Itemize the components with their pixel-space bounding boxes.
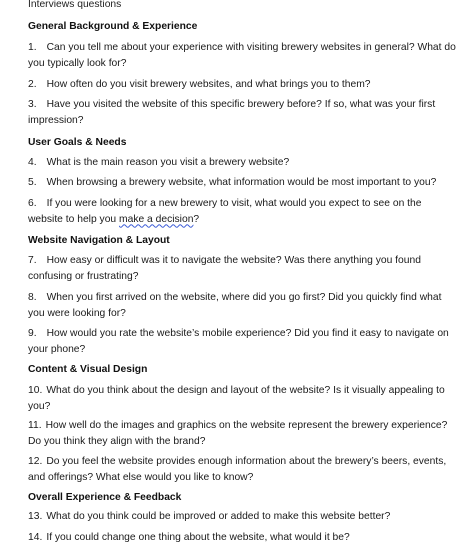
question-4 <box>28 155 456 171</box>
question-text: How easy or difficult was it to navigate the website? Was there anything you found confusing or frustrating? <box>28 255 421 282</box>
section-heading-navigation-layout: Website Navigation & Layout <box>28 235 170 246</box>
question-text: What is the main reason you visit a brewery website? <box>46 157 290 168</box>
question-text: Do you feel the website provides enough information about the brewery’s beers, events, and offerings? What else would you like to know? <box>28 456 447 483</box>
question-3 <box>28 97 456 128</box>
question-text: What do you think could be improved or added to make this website better? <box>46 511 391 522</box>
question-text: If you could change one thing about the website, what would it be? <box>46 532 350 543</box>
section-heading-general-background: General Background & Experience <box>28 21 198 32</box>
question-7 <box>28 253 456 284</box>
question-number: 3. <box>28 99 37 110</box>
question-1 <box>28 40 456 71</box>
question-text: Have you visited the website of this specific brewery before? If so, what was your first impression? <box>28 99 436 126</box>
section-heading-content-visual: Content & Visual Design <box>28 364 148 375</box>
document-title: Interviews questions <box>28 0 122 10</box>
spellcheck-flagged-text[interactable]: make a decision <box>119 213 194 225</box>
question-9 <box>28 326 456 357</box>
question-10 <box>28 383 456 414</box>
question-text-end: ? <box>193 213 200 225</box>
question-number: 4. <box>28 157 37 168</box>
question-text: How would you rate the website’s mobile experience? Did you find it easy to navigate on your phone? <box>28 328 449 355</box>
question-13 <box>28 509 456 525</box>
question-number: 14. <box>28 532 43 543</box>
question-number: 7. <box>28 255 37 266</box>
question-number: 12. <box>28 456 43 467</box>
question-number: 8. <box>28 292 37 303</box>
question-5 <box>28 175 456 191</box>
question-number: 5. <box>28 177 37 188</box>
question-number: 11. <box>28 420 42 431</box>
question-number: 9. <box>28 328 37 339</box>
question-text: Can you tell me about your experience with visiting brewery websites in general? What do you typically look for? <box>28 42 456 69</box>
question-number: 1. <box>28 42 37 53</box>
section-heading-overall-experience: Overall Experience & Feedback <box>28 492 182 503</box>
question-14 <box>28 530 456 546</box>
question-8 <box>28 290 456 321</box>
question-12 <box>28 454 456 485</box>
question-number: 2. <box>28 79 37 90</box>
question-text: How well do the images and graphics on the website represent the brewery experience? Do you think they align with the brand? <box>28 420 448 447</box>
question-number: 10. <box>28 385 43 396</box>
question-text: How often do you visit brewery websites, and what brings you to them? <box>46 79 371 90</box>
question-11 <box>28 418 456 449</box>
question-6 <box>28 196 456 227</box>
section-heading-user-goals: User Goals & Needs <box>28 137 127 148</box>
question-text: What do you think about the design and layout of the website? Is it visually appealing to you? <box>28 385 445 412</box>
question-text: When browsing a brewery website, what information would be most important to you? <box>46 177 437 188</box>
question-text: If you were looking for a new brewery to visit, what would you expect to see on the website to help you <box>28 198 422 225</box>
question-number: 6. <box>28 198 37 209</box>
question-number: 13. <box>28 511 43 522</box>
question-2 <box>28 77 456 93</box>
question-text: When you first arrived on the website, where did you go first? Did you quickly find what you were looking for? <box>28 292 442 319</box>
